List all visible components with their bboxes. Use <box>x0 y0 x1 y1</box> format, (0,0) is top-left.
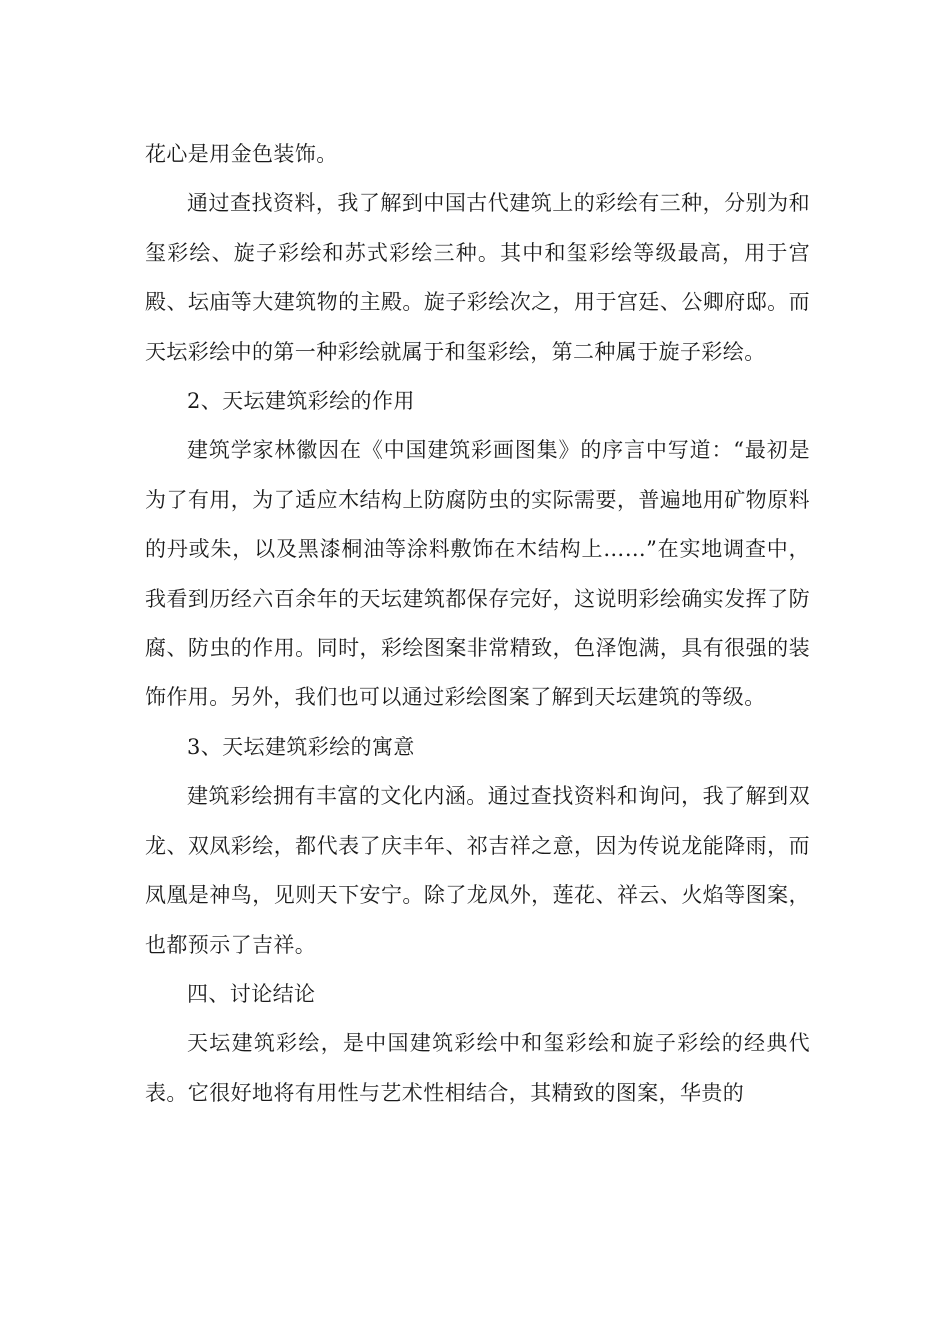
section-heading: 2、天坛建筑彩绘的作用 <box>187 389 415 414</box>
paragraph: 建筑学家林徽因在《中国建筑彩画图集》的序言中写道：“最初是为了有用，为了适应木结构上防腐防虫的实际需要，普遍地用矿物原料的丹或朱，以及黑漆桐油等涂料敷饰在木结构上……”在实地调查中，我看到历经六百余年的天坛建筑都保存完好，这说明彩绘确实发挥了防腐、防虫的作用。同时，彩绘图案非常精致，色泽饱满，具有很强的装饰作用。另外，我们也可以通过彩绘图案了解到天坛建筑的等级。 <box>145 438 810 710</box>
section-heading: 3、天坛建筑彩绘的寓意 <box>187 734 415 759</box>
paragraph: 花心是用金色装饰。 <box>145 142 338 166</box>
paragraph: 建筑彩绘拥有丰富的文化内涵。通过查找资料和询问，我了解到双龙、双凤彩绘，都代表了庆丰年、祁吉祥之意，因为传说龙能降雨，而凤凰是神鸟，见则天下安宁。除了龙凤外，莲花、祥云、火焰等图案，也都预示了吉祥。 <box>145 784 810 957</box>
section-heading: 四、讨论结论 <box>187 981 316 1006</box>
paragraph: 天坛建筑彩绘，是中国建筑彩绘中和玺彩绘和旋子彩绘的经典代表。它很好地将有用性与艺术性相结合，其精致的图案，华贵的 <box>145 1031 810 1105</box>
document-body <box>145 130 810 1118</box>
paragraph: 通过查找资料，我了解到中国古代建筑上的彩绘有三种，分别为和玺彩绘、旋子彩绘和苏式彩绘三种。其中和玺彩绘等级最高，用于宫殿、坛庙等大建筑物的主殿。旋子彩绘次之，用于宫廷、公卿府邸。而天坛彩绘中的第一种彩绘就属于和玺彩绘，第二种属于旋子彩绘。 <box>145 191 810 364</box>
